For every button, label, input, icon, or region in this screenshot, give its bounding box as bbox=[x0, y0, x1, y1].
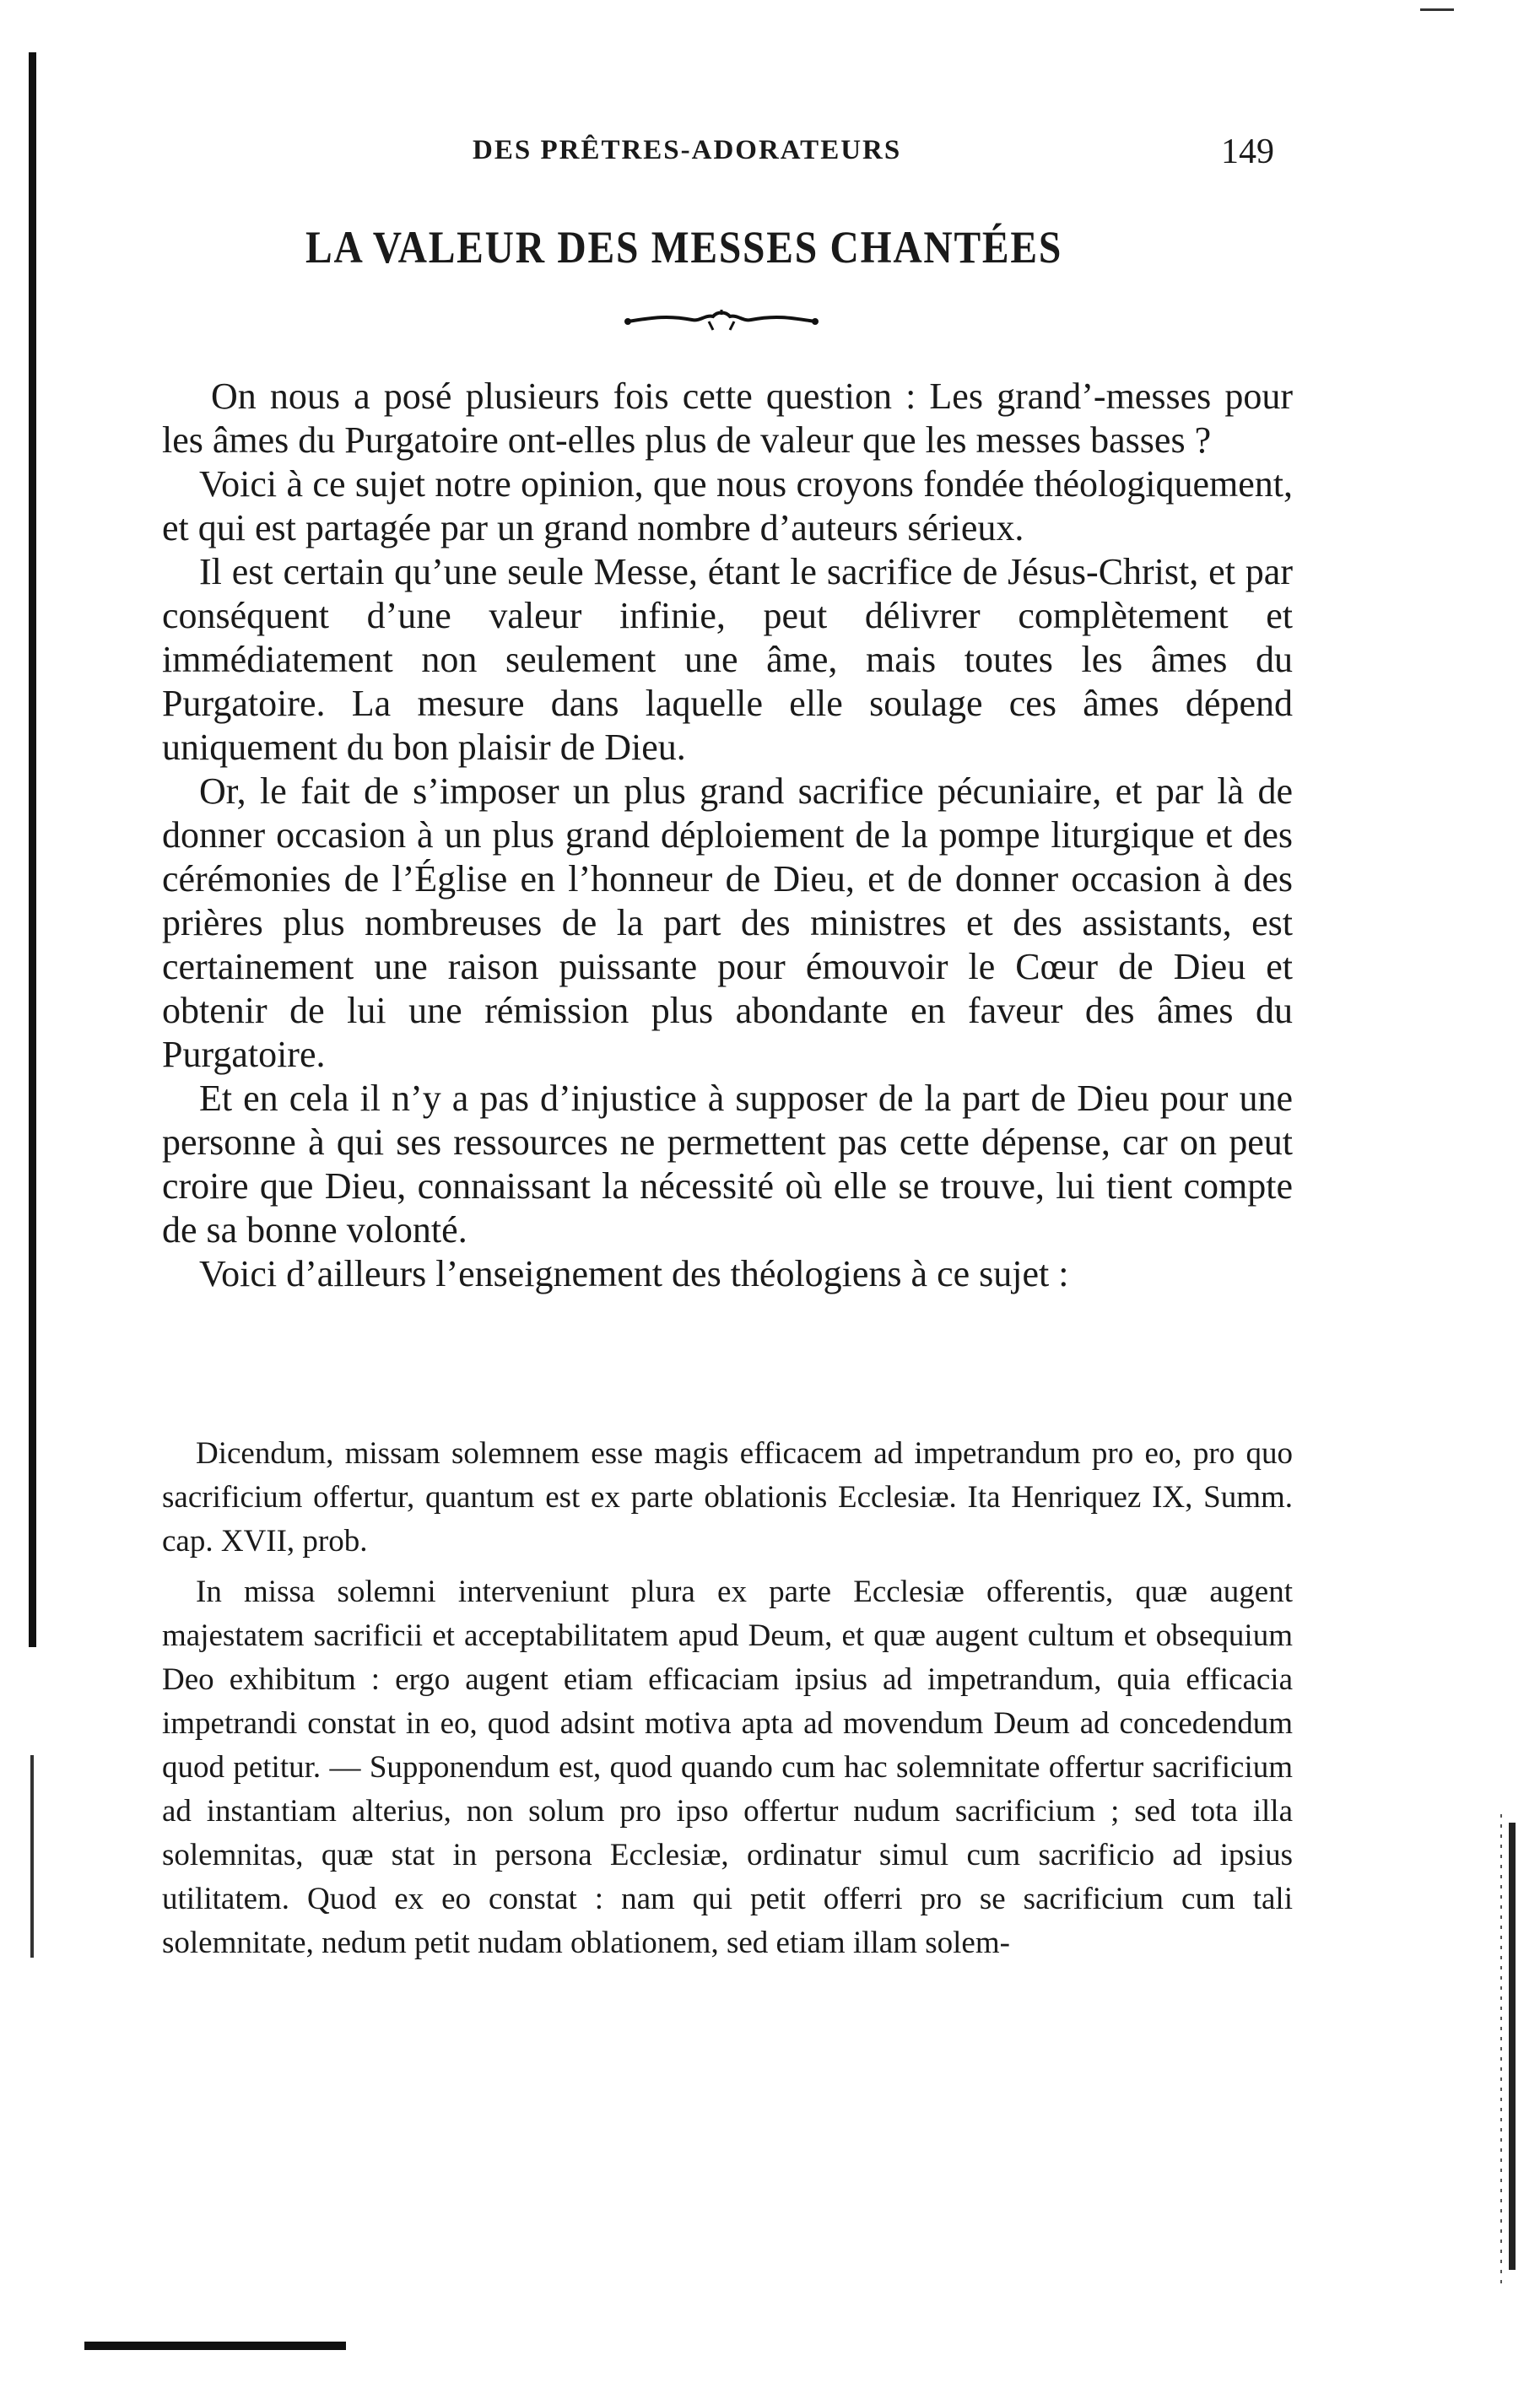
scan-border-bottom bbox=[84, 2342, 346, 2350]
article-title: LA VALEUR DES MESSES CHANTÉES bbox=[305, 222, 1063, 273]
latin-quotation bbox=[162, 1432, 1293, 1965]
paragraph: Or, le fait de s’imposer un plus grand sacrifice pécuniaire, et par là de donner occasion à un plus grand déploiement de la pompe liturgique et des cérémonies de l’Église en l’honneur de Dieu, et de donner occasion à des prières plus nombreuses de la part des ministres et des assistants, est certainement une raison puissante pour émouvoir le Cœur de Dieu et obtenir de lui une rémission plus abondante en faveur des âmes du Purgatoire. bbox=[162, 770, 1293, 1075]
latin-paragraph: Dicendum, missam solemnem esse magis efficacem ad impetrandum pro eo, pro quo sacrificium offertur, quantum est ex parte oblationis Ecclesiæ. Ita Henriquez IX, Summ. cap. XVII, prob. bbox=[162, 1436, 1293, 1559]
scan-border-left-lower bbox=[30, 1755, 34, 1958]
paragraph: Voici à ce sujet notre opinion, que nous croyons fondée théologiquement, et qui est partagée par un grand nombre d’auteurs sérieux. bbox=[162, 463, 1293, 548]
decorative-flourish-icon bbox=[624, 308, 819, 333]
scan-mark bbox=[1420, 8, 1454, 11]
page-number: 149 bbox=[1221, 132, 1274, 171]
paragraph: On nous a posé plusieurs fois cette question : Les grand’-messes pour les âmes du Purgatoire ont-elles plus de valeur que les messes basses ? bbox=[162, 375, 1293, 461]
running-head: DES PRÊTRES-ADORATEURS bbox=[473, 135, 902, 165]
scan-border-left bbox=[29, 52, 36, 1647]
scan-border-right bbox=[1509, 1823, 1516, 2270]
paragraph: Voici d’ailleurs l’enseignement des théologiens à ce sujet : bbox=[199, 1253, 1069, 1294]
paragraph: Et en cela il n’y a pas d’injustice à supposer de la part de Dieu pour une personne à qui ses ressources ne permettent pas cette dépense, car on peut croire que Dieu, connaissant la nécessité où elle se trouve, lui tient compte de sa bonne volonté. bbox=[162, 1078, 1293, 1251]
scan-border-right-dotted bbox=[1500, 1814, 1502, 2287]
paragraph: Il est certain qu’une seule Messe, étant le sacrifice de Jésus-Christ, et par conséquent d’une valeur infinie, peut délivrer complètement et immédiatement non seulement une âme, mais toutes les âmes du Purgatoire. La mesure dans laquelle elle soulage ces âmes dépend uniquement du bon plaisir de Dieu. bbox=[162, 551, 1293, 768]
main-text bbox=[162, 375, 1293, 1296]
latin-paragraph: In missa solemni interveniunt plura ex parte Ecclesiæ offerentis, quæ augent majestatem sacrificii et acceptabilitatem apud Deum, et quæ augent cultum et obsequium Deo exhibitum : ergo augent etiam efficaciam ipsius ad impetrandum, quia efficacia impetrandi constat in eo, quod adsint motiva apta ad movendum Deum ad concedendum quod petitur. — Supponendum est, quod quando cum hac solemnitate offertur sacrificium ad instantiam alterius, non solum pro ipso offertur nudum sacrificium ; sed tota illa solemnitas, quæ stat in persona Ecclesiæ, ordinatur simul cum sacrificio ad ipsius utilitatem. Quod ex eo constat : nam qui petit offerri pro se sacrificium cum tali solemnitate, nedum petit nudam oblationem, sed etiam illam solem- bbox=[162, 1575, 1293, 1960]
